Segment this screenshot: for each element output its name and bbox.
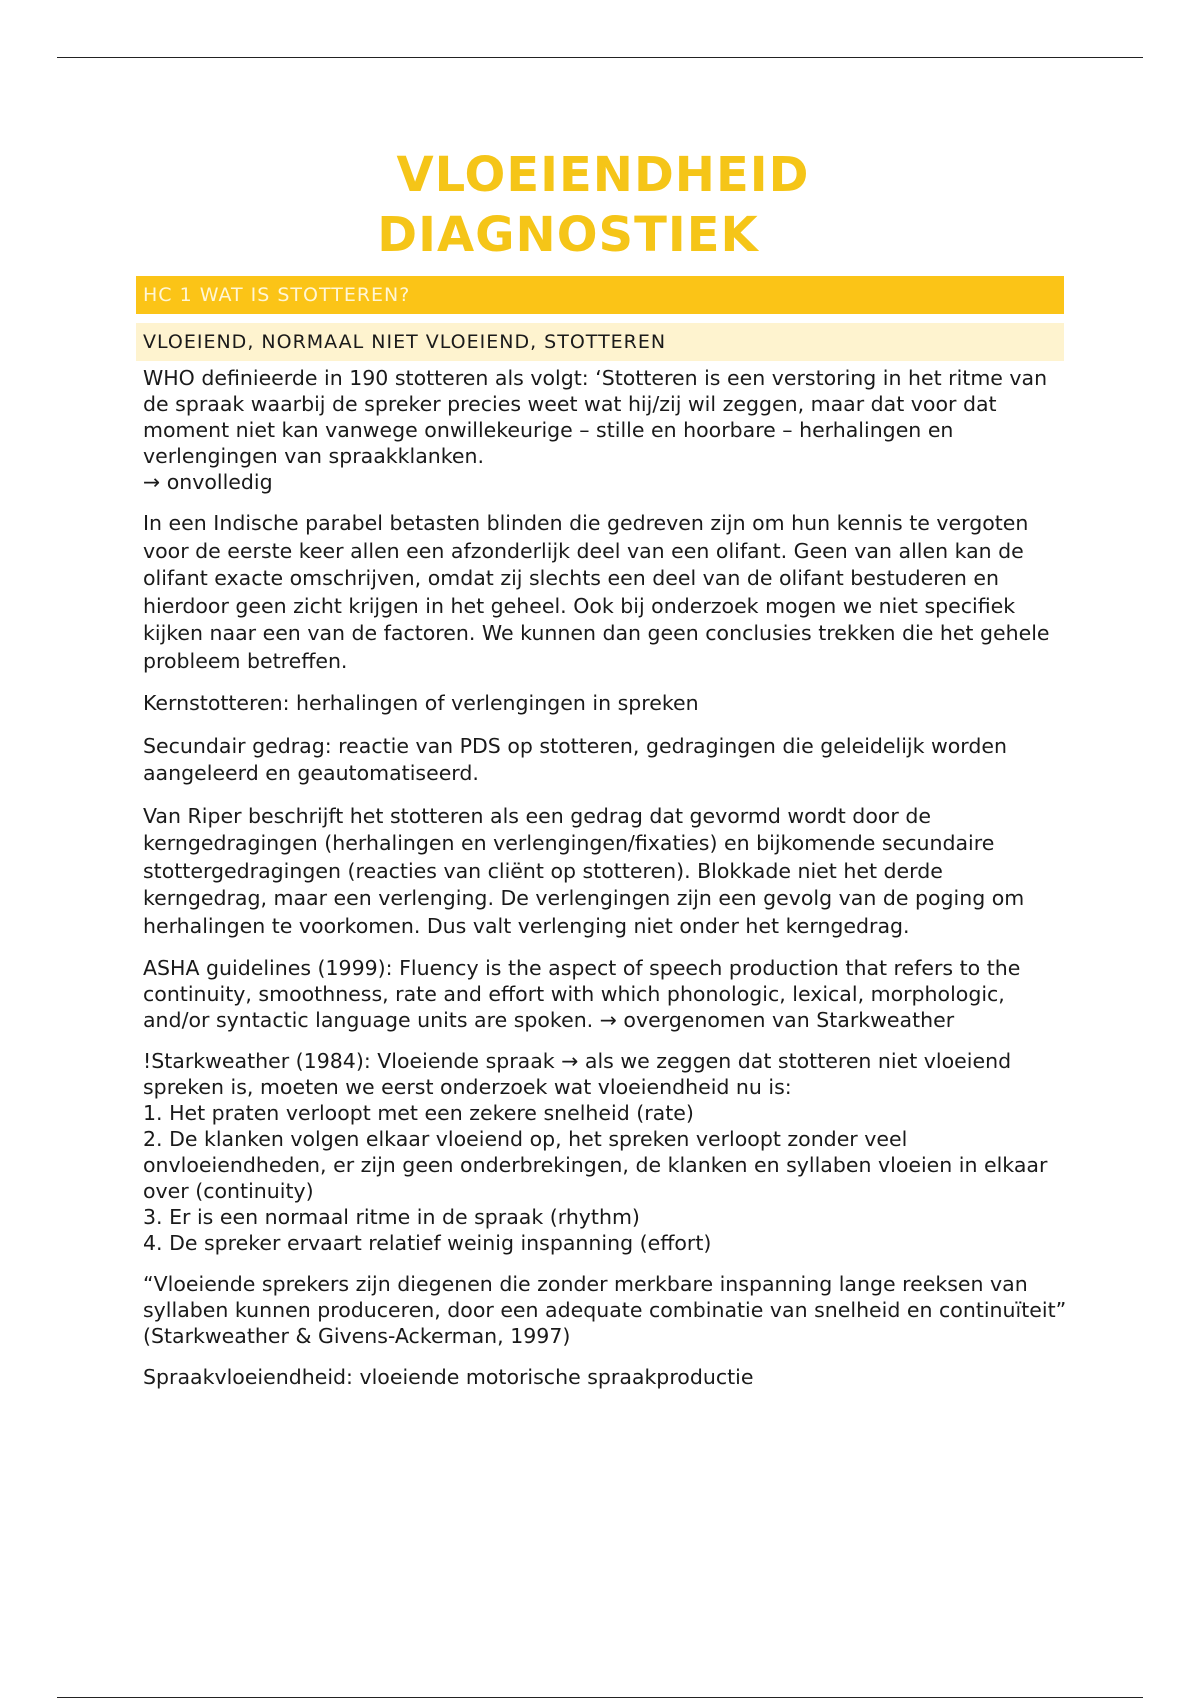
title-line-2: DIAGNOSTIEK <box>377 207 759 263</box>
starkweather-item: 2. De klanken volgen elkaar vloeiend op, het spreken verloopt zonder veel onvloeiendheden, er zijn geen onderbrekingen, de klanken en syllaben vloeien in elkaar over (continuity) <box>143 1127 1048 1203</box>
starkweather-block <box>143 1048 1068 1256</box>
van-riper-paragraph: Van Riper beschrijft het stotteren als een gedrag dat gevormd wordt door de kerngedragingen (herhalingen en verlengingen/fixaties) en bijkomende secundaire stottergedragingen (reacties van cliënt op stotteren). Blokkade niet het derde kerngedrag, maar een verlenging. De verlengingen zijn een gevolg van de poging om herhalingen te voorkomen. Dus valt verlenging niet onder het kerngedrag. <box>143 803 1025 938</box>
document-body <box>143 365 1068 1407</box>
top-rule <box>57 57 1143 58</box>
document-title <box>138 145 1068 265</box>
spraakvloeiendheid-paragraph: Spraakvloeiendheid: vloeiende motorische spraakproductie <box>143 1365 754 1389</box>
heading-1: HC 1 WAT IS STOTTEREN? <box>136 276 1064 314</box>
bottom-rule <box>57 1697 1143 1698</box>
title-line-1: VLOEIENDHEID <box>396 147 810 203</box>
who-block <box>143 365 1068 495</box>
parabel-paragraph: In een Indische parabel betasten blinden die gedreven zijn om hun kennis te vergoten voor de eerste keer allen een afzonderlijk deel van een olifant. Geen van allen kan de olifant exacte omschrijven, omdat zij slechts een deel van de olifant bestuderen en hierdoor geen zicht krijgen in het geheel. Ook bij onderzoek mogen we niet specifiek kijken naar een van de factoren. We kunnen dan geen conclusies trekken die het gehele probleem betreffen. <box>143 511 1050 673</box>
starkweather-intro: !Starkweather (1984): Vloeiende spraak → als we zeggen dat stotteren niet vloeiend spreken is, moeten we eerst onderzoek wat vloeiendheid nu is: <box>143 1049 1012 1099</box>
heading-2: VLOEIEND, NORMAAL NIET VLOEIEND, STOTTEREN <box>136 323 1064 361</box>
who-paragraph: WHO definieerde in 190 stotteren als volgt: ‘Stotteren is een verstoring in het ritme van de spraak waarbij de spreker precies weet wat hij/zij wil zeggen, maar dat voor dat moment niet kan vanwege onwillekeurige – stille en hoorbare – herhalingen en verlengingen van spraakklanken. <box>143 366 1048 468</box>
secundair-paragraph: Secundair gedrag: reactie van PDS op stotteren, gedragingen die geleidelijk worden aangeleerd en geautomatiseerd. <box>143 733 1007 785</box>
starkweather-item: 1. Het praten verloopt met een zekere snelheid (rate) <box>143 1101 694 1125</box>
kernstotteren-paragraph: Kernstotteren: herhalingen of verlengingen in spreken <box>143 691 699 715</box>
starkweather-item: 3. Er is een normaal ritme in de spraak (rhythm) <box>143 1205 640 1229</box>
who-note: → onvolledig <box>143 470 273 494</box>
starkweather-item: 4. De spreker ervaart relatief weinig inspanning (effort) <box>143 1231 712 1255</box>
quote-paragraph: “Vloeiende sprekers zijn diegenen die zonder merkbare inspanning lange reeksen van syllaben kunnen produceren, door een adequate combinatie van snelheid en continuïteit” (Starkweather & Givens-Ackerman, 1997) <box>143 1272 1067 1348</box>
asha-paragraph: ASHA guidelines (1999): Fluency is the aspect of speech production that refers to the continuity, smoothness, rate and effort with which phonologic, lexical, morphologic, and/or syntactic language units are spoken. → overgenomen van Starkweather <box>143 956 1021 1032</box>
